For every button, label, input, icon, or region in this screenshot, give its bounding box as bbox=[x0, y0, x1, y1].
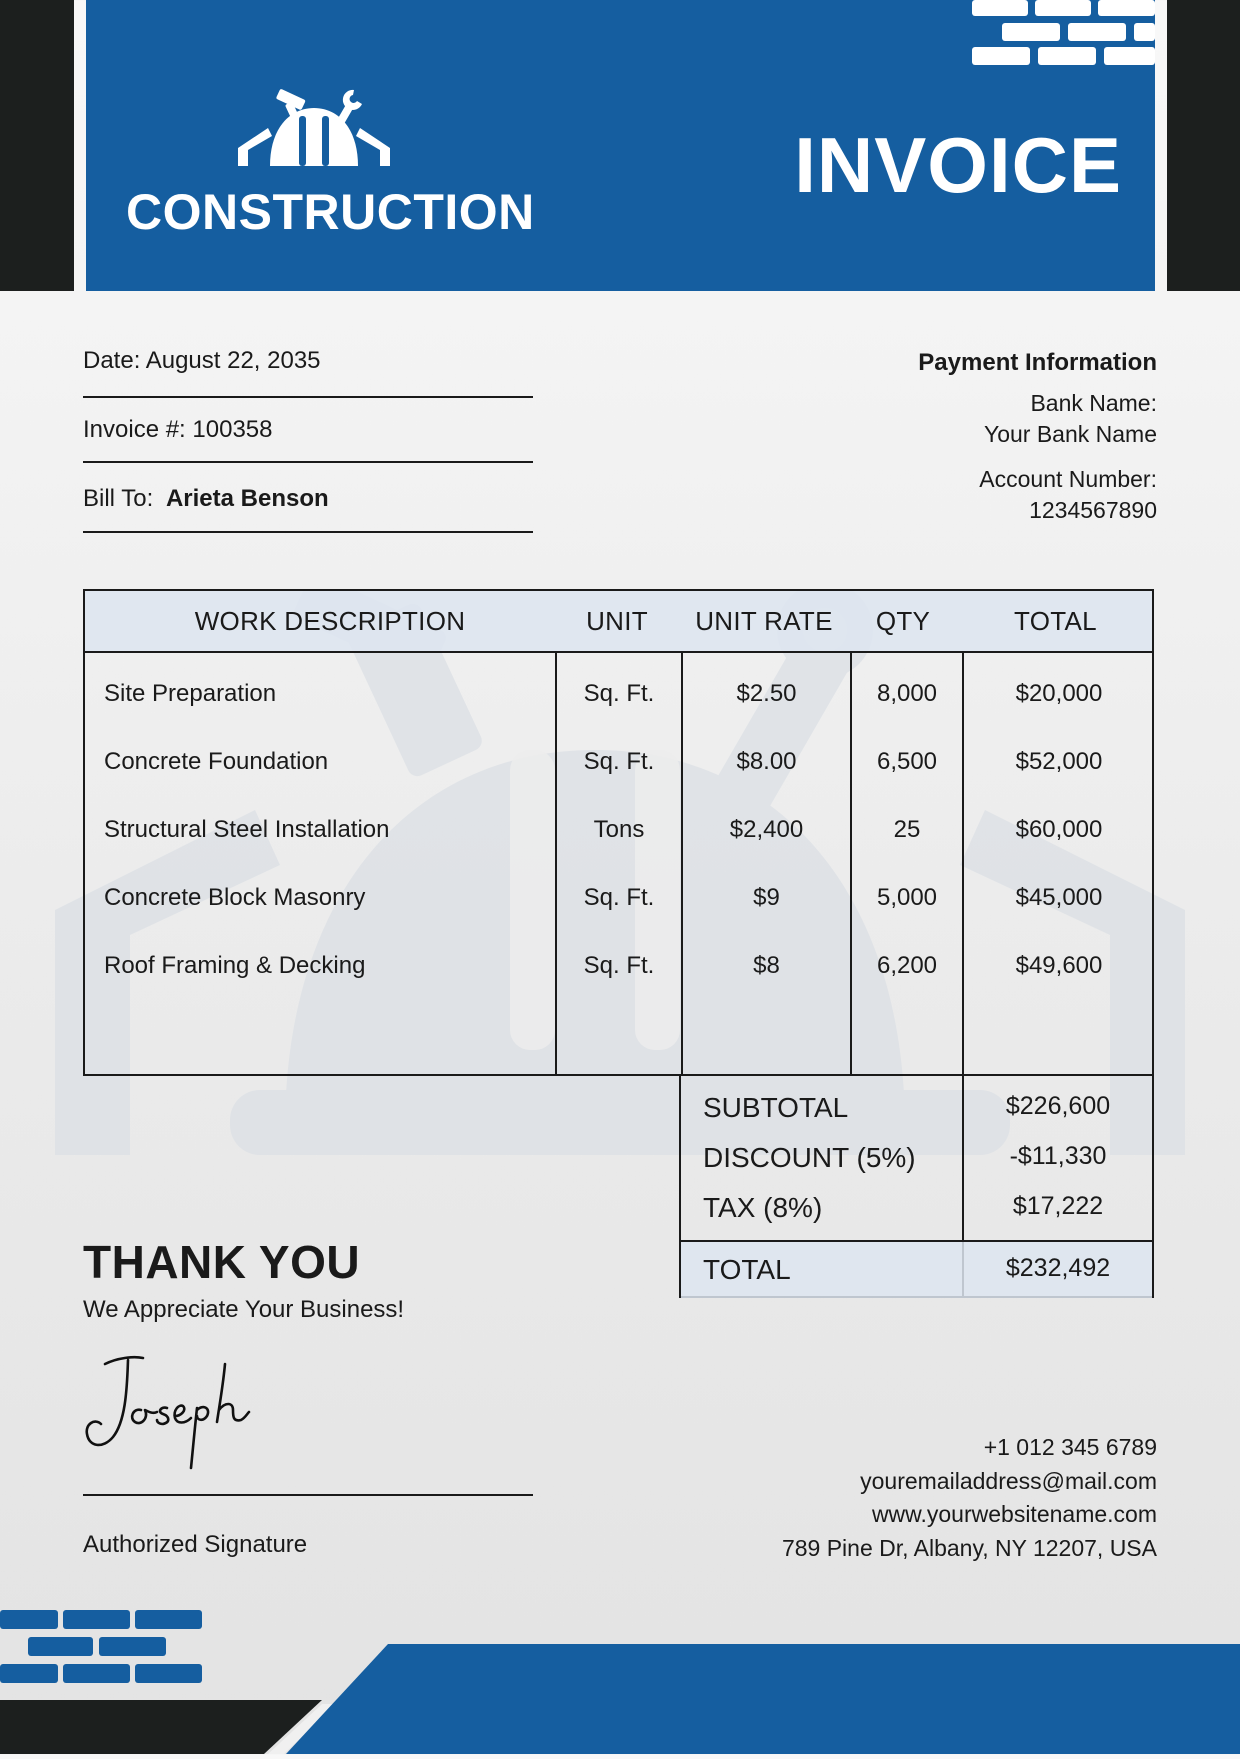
cell-unit-rate: $8 bbox=[753, 952, 780, 979]
cell-qty: 6,500 bbox=[876, 748, 938, 775]
grand-total-row bbox=[681, 1240, 1152, 1298]
subtotal-label: SUBTOTAL bbox=[703, 1092, 849, 1123]
column-header-qty: QTY bbox=[875, 606, 931, 636]
invoice-date: Date: August 22, 2035 bbox=[83, 347, 321, 374]
contact-address: 789 Pine Dr, Albany, NY 12207, USA bbox=[781, 1534, 1157, 1561]
column-divider bbox=[850, 651, 852, 1074]
cell-total: $49,600 bbox=[1015, 952, 1103, 979]
signature-line bbox=[83, 1494, 533, 1496]
total-label: TOTAL bbox=[703, 1254, 791, 1285]
bill-to-name: Arieta Benson bbox=[165, 485, 329, 512]
header-right-dark-band bbox=[1167, 0, 1240, 291]
contact-website: www.yourwebsitename.com bbox=[871, 1501, 1157, 1527]
cell-qty: 5,000 bbox=[876, 884, 938, 911]
bank-name-value: Your Bank Name bbox=[983, 421, 1157, 447]
brick-wall-icon bbox=[972, 0, 1155, 66]
thank-you-heading: THANK YOU bbox=[83, 1236, 361, 1288]
divider bbox=[83, 396, 533, 398]
cell-qty: 6,200 bbox=[876, 952, 938, 979]
column-header-total: TOTAL bbox=[1014, 606, 1097, 636]
cell-total: $20,000 bbox=[1015, 680, 1103, 707]
cell-unit-rate: $8.00 bbox=[736, 748, 797, 775]
cell-total: $45,000 bbox=[1015, 884, 1103, 911]
column-header-description: WORK DESCRIPTION bbox=[194, 606, 466, 636]
divider bbox=[83, 461, 533, 463]
signature-label: Authorized Signature bbox=[83, 1531, 308, 1558]
cell-unit: Sq. Ft. bbox=[583, 748, 655, 775]
column-header-unit-rate: UNIT RATE bbox=[695, 606, 833, 636]
column-divider bbox=[681, 651, 683, 1074]
cell-description: Concrete Block Masonry bbox=[104, 884, 366, 911]
bill-to-label: Bill To: bbox=[83, 485, 154, 512]
discount-label: DISCOUNT (5%) bbox=[703, 1142, 916, 1173]
subtotal-value: $226,600 bbox=[1005, 1092, 1111, 1120]
table-header bbox=[85, 591, 1152, 653]
signature bbox=[83, 1352, 283, 1477]
line-items-table bbox=[83, 589, 1154, 1076]
bank-name-label: Bank Name: bbox=[1030, 390, 1157, 416]
column-header-unit: UNIT bbox=[586, 606, 648, 636]
totals-box bbox=[679, 1074, 1154, 1298]
cell-unit: Sq. Ft. bbox=[583, 680, 655, 707]
cell-unit-rate: $9 bbox=[753, 884, 780, 911]
column-divider bbox=[962, 651, 964, 1074]
discount-value: -$11,330 bbox=[1009, 1142, 1107, 1170]
invoice-number: Invoice #: 100358 bbox=[83, 416, 273, 443]
account-number-label: Account Number: bbox=[979, 466, 1157, 492]
cell-description: Roof Framing & Decking bbox=[104, 952, 366, 979]
tax-label: TAX (8%) bbox=[703, 1192, 823, 1223]
tax-value: $17,222 bbox=[1012, 1192, 1104, 1220]
contact-email: youremailaddress@mail.com bbox=[860, 1467, 1157, 1494]
cell-qty: 8,000 bbox=[876, 680, 938, 707]
cell-unit: Tons bbox=[593, 816, 645, 843]
total-value: $232,492 bbox=[1005, 1254, 1111, 1282]
cell-unit: Sq. Ft. bbox=[583, 884, 655, 911]
account-number-value: 1234567890 bbox=[1029, 497, 1157, 523]
contact-info bbox=[782, 1431, 1157, 1565]
cell-description: Structural Steel Installation bbox=[104, 816, 390, 843]
cell-qty: 25 bbox=[893, 816, 921, 843]
payment-title: Payment Information bbox=[918, 349, 1157, 376]
cell-unit-rate: $2,400 bbox=[729, 816, 804, 843]
brick-wall-icon bbox=[0, 1610, 202, 1683]
cell-description: Site Preparation bbox=[104, 680, 277, 707]
contact-phone: +1 012 345 6789 bbox=[983, 1434, 1157, 1460]
cell-description: Concrete Foundation bbox=[104, 748, 329, 775]
cell-total: $60,000 bbox=[1015, 816, 1103, 843]
appreciation-text: We Appreciate Your Business! bbox=[83, 1296, 405, 1323]
hard-hat-with-tools-icon bbox=[236, 88, 392, 170]
column-divider bbox=[555, 651, 557, 1074]
cell-unit: Sq. Ft. bbox=[583, 952, 655, 979]
brand-name: CONSTRUCTION bbox=[126, 184, 535, 240]
invoice-title: INVOICE bbox=[794, 121, 1122, 209]
divider bbox=[83, 531, 533, 533]
payment-information bbox=[918, 347, 1157, 526]
bill-to bbox=[83, 485, 329, 513]
cell-total: $52,000 bbox=[1015, 748, 1103, 775]
header-left-dark-band bbox=[0, 0, 74, 291]
cell-unit-rate: $2.50 bbox=[736, 680, 797, 707]
